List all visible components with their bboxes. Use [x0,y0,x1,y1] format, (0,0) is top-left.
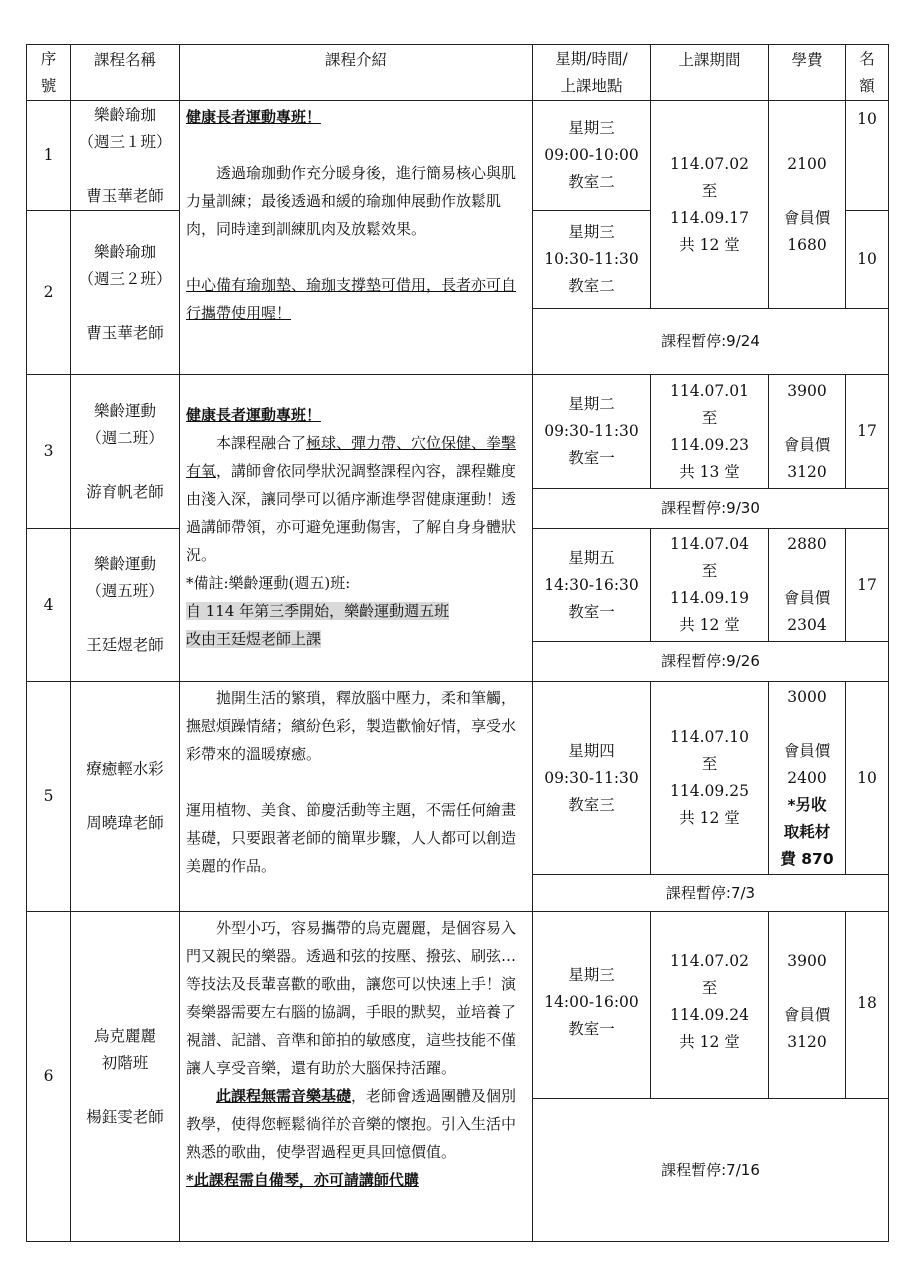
course-time: 星期二 09:30-11:30 教室一 [533,375,651,489]
course-name: 療癒輕水彩 周曉瑋老師 [71,682,180,912]
pause-note: 課程暫停:9/26 [533,642,889,682]
course-quota: 18 [846,912,889,1099]
course-time: 星期三 09:00-10:00 教室二 [533,101,651,211]
course-period: 114.07.02 至 114.09.17 共 12 堂 [651,101,769,309]
pause-note: 課程暫停:7/16 [533,1099,889,1242]
course-no: 2 [27,211,71,375]
header-no: 序 號 [27,45,71,101]
header-time: 星期/時間/ 上課地點 [533,45,651,101]
course-period: 114.07.02 至 114.09.24 共 12 堂 [651,912,769,1099]
course-time: 星期三 14:00-16:00 教室一 [533,912,651,1099]
course-fee: 3900 會員價 3120 [769,912,846,1099]
table-row [27,101,889,211]
course-no: 1 [27,101,71,211]
course-quota: 10 [846,682,889,875]
course-fee: 2100 會員價 1680 [769,101,846,309]
course-intro-exercise: 健康長者運動專班！ 本課程融合了極球、彈力帶、穴位保健、拳擊有氧，講師會依同學狀況調整課程內容，課程難度由淺入深，讓同學可以循序漸進學習健康運動！透過講師帶領，亦可避免運動傷害，了解自身身體狀況。 *備註:樂齡運動(週五)班: 自 114 年第三季開始，樂齡運動週五班 改由王廷煜老師上課 [180,375,533,682]
course-quota: 10 [846,101,889,211]
course-name: 樂齡運動 （週二班） 游育帆老師 [71,375,180,529]
header-quota: 名 額 [846,45,889,101]
header-name: 課程名稱 [71,45,180,101]
course-name: 樂齡瑜珈 （週三２班） 曹玉華老師 [71,211,180,375]
course-name: 樂齡運動 （週五班） 王廷煜老師 [71,529,180,682]
course-time: 星期四 09:30-11:30 教室三 [533,682,651,875]
header-period: 上課期間 [651,45,769,101]
pause-note: 課程暫停:9/24 [533,309,889,375]
pause-note: 課程暫停:9/30 [533,489,889,529]
course-fee: 3900 會員價 3120 [769,375,846,489]
course-time: 星期五 14:30-16:30 教室一 [533,529,651,642]
course-fee: 3000 會員價 2400 *另收 取耗材 費 870 [769,682,846,875]
course-no: 5 [27,682,71,912]
course-period: 114.07.10 至 114.09.25 共 12 堂 [651,682,769,875]
course-period: 114.07.04 至 114.09.19 共 12 堂 [651,529,769,642]
course-period: 114.07.01 至 114.09.23 共 13 堂 [651,375,769,489]
header-fee: 學費 [769,45,846,101]
table-row [27,682,889,875]
course-intro-yoga: 健康長者運動專班！ 透過瑜珈動作充分暖身後，進行簡易核心與肌力量訓練；最後透過和緩的瑜珈伸展動作放鬆肌肉，同時達到訓練肌肉及放鬆效果。 中心備有瑜珈墊、瑜珈支撐墊可借用，長者亦可自行攜帶使用喔！ [180,101,533,375]
course-fee: 2880 會員價 2304 [769,529,846,642]
table-row [27,912,889,1099]
course-quota: 10 [846,211,889,309]
course-name: 樂齡瑜珈 （週三１班） 曹玉華老師 [71,101,180,211]
table-row [27,375,889,489]
course-no: 6 [27,912,71,1242]
pause-note: 課程暫停:7/3 [533,875,889,912]
course-quota: 17 [846,529,889,642]
course-quota: 17 [846,375,889,489]
course-intro-ukulele: 外型小巧，容易攜帶的烏克麗麗，是個容易入門又親民的樂器。透過和弦的按壓、撥弦、刷弦…等技法及長輩喜歡的歌曲，讓您可以快速上手！演奏樂器需要左右腦的協調，手眼的默契，並培養了視譜、記譜、音準和節拍的敏感度，這些技能不僅讓人享受音樂，還有助於大腦保持活躍。 此課程無需音樂基礎，老師會透過團體及個別教學，使得您輕鬆徜徉於音樂的懷抱。引入生活中熟悉的歌曲，使學習過程更具回憶價值。 *此課程需自備琴，亦可請講師代購 [180,912,533,1242]
course-table [26,44,889,1242]
course-name: 烏克麗麗 初階班 楊鈺雯老師 [71,912,180,1242]
course-no: 3 [27,375,71,529]
course-no: 4 [27,529,71,682]
course-time: 星期三 10:30-11:30 教室二 [533,211,651,309]
header-row [27,45,889,101]
course-intro-watercolor: 拋開生活的繁瑣，釋放腦中壓力，柔和筆觸，撫慰煩躁情緒；繽紛色彩，製造歡愉好情，享受水彩帶來的溫暖療癒。 運用植物、美食、節慶活動等主題，不需任何繪畫基礎，只要跟著老師的簡單步驟，人人都可以創造美麗的作品。 [180,682,533,912]
header-intro: 課程介紹 [180,45,533,101]
